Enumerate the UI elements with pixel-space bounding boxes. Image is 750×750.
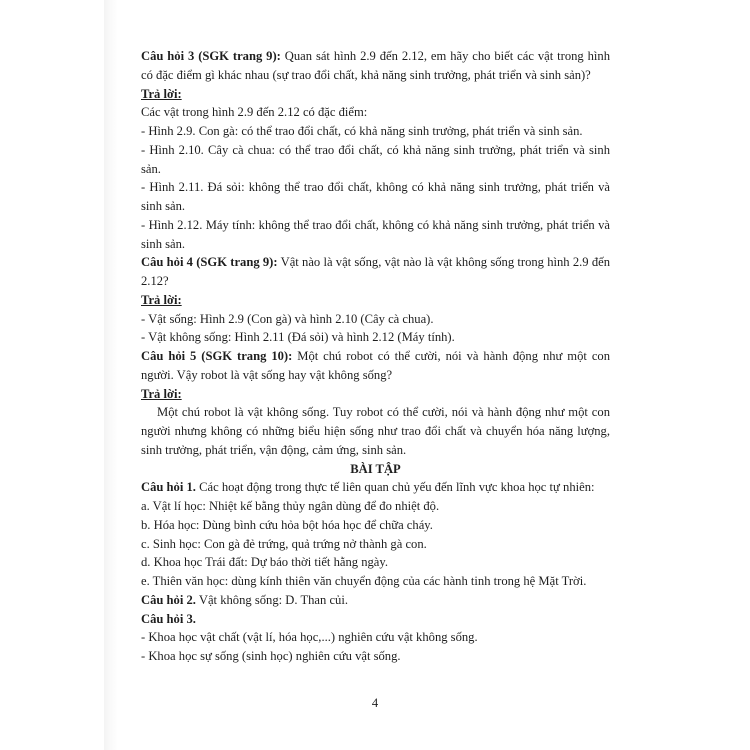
question-3 (141, 47, 610, 85)
answer-paragraph: Một chú robot là vật không sống. Tuy robot có thể cười, nói và hành động như một con người nhưng không có những biểu hiện sống như trao đổi chất và chuyển hóa năng lượng, sinh trưởng, phát triển, vận động, cảm ứng, sinh sản. (141, 405, 610, 457)
answer-label: Trả lời: (141, 292, 182, 307)
question-5 (141, 347, 610, 385)
exercise-item: a. Vật lí học: Nhiệt kế bằng thủy ngân dùng để đo nhiệt độ. (141, 499, 440, 513)
question-label: Câu hỏi 3 (SGK trang 9): (141, 49, 281, 63)
scan-edge-shadow (104, 0, 118, 750)
exercise-item: e. Thiên văn học: dùng kính thiên văn chuyển động của các hành tinh trong hệ Mặt Trời. (141, 574, 587, 588)
answer-line: - Vật không sống: Hình 2.11 (Đá sỏi) và hình 2.12 (Máy tính). (141, 330, 455, 345)
document-page (141, 47, 610, 666)
section-heading: BÀI TẬP (350, 461, 401, 476)
answer-line: - Vật sống: Hình 2.9 (Con gà) và hình 2.10 (Cây cà chua). (141, 311, 434, 326)
exercise-label: Câu hỏi 2. (141, 592, 196, 607)
question-4 (141, 253, 610, 291)
exercise-item: - Khoa học vật chất (vật lí, hóa học,...) nghiên cứu vật không sống. (141, 630, 478, 645)
question-text: Vật nào là vật sống, vật nào là vật không sống trong hình 2.9 đến 2.12? (141, 255, 611, 288)
exercise-1 (141, 478, 610, 497)
answer-line: - Hình 2.11. Đá sỏi: không thể trao đổi chất, không có khả năng sinh trưởng, phát triển và sinh sản. (141, 180, 610, 213)
exercise-item: b. Hóa học: Dùng bình cứu hỏa bột hóa học để chữa cháy. (141, 517, 433, 532)
page-number: 4 (371, 696, 379, 710)
exercise-item: c. Sinh học: Con gà đẻ trứng, quả trứng nở thành gà con. (141, 536, 427, 551)
exercise-text: Vật không sống: D. Than củi. (195, 592, 349, 607)
answer-label: Trả lời: (141, 386, 182, 401)
answer-label: Trả lời: (141, 86, 182, 101)
answer-line: - Hình 2.12. Máy tính: không thể trao đổi chất, không có khả năng sinh trưởng, phát triển và sinh sản. (141, 217, 610, 251)
exercise-text: Các hoạt động trong thực tế liên quan chủ yếu đến lĩnh vực khoa học tự nhiên: (195, 480, 595, 495)
exercise-2 (141, 591, 610, 610)
question-label: Câu hỏi 4 (SGK trang 9): (141, 255, 278, 270)
exercise-item: - Khoa học sự sống (sinh học) nghiên cứu vật sống. (141, 649, 401, 663)
answer-line: Các vật trong hình 2.9 đến 2.12 có đặc điểm: (141, 105, 368, 120)
exercise-3-label: Câu hỏi 3. (141, 611, 196, 626)
exercise-label: Câu hỏi 1. (141, 480, 196, 495)
exercise-item: d. Khoa học Trái đất: Dự báo thời tiết hằng ngày. (141, 555, 389, 570)
answer-line: - Hình 2.10. Cây cà chua: có thể trao đổi chất, có khả năng sinh trưởng, phát triển và sinh sản. (141, 142, 610, 176)
question-text: Một chú robot có thể cười, nói và hành động như một con người. Vậy robot là vật sống hay vật không sống? (141, 349, 611, 382)
question-label: Câu hỏi 5 (SGK trang 10): (141, 349, 293, 363)
answer-line: - Hình 2.9. Con gà: có thể trao đổi chất, có khả năng sinh trưởng, phát triển và sinh sản. (141, 124, 583, 138)
question-text: Quan sát hình 2.9 đến 2.12, em hãy cho biết các vật trong hình có đặc điểm gì khác nhau (sự trao đổi chất, khả năng sinh trưởng, phát triển và sinh sản)? (141, 49, 610, 82)
